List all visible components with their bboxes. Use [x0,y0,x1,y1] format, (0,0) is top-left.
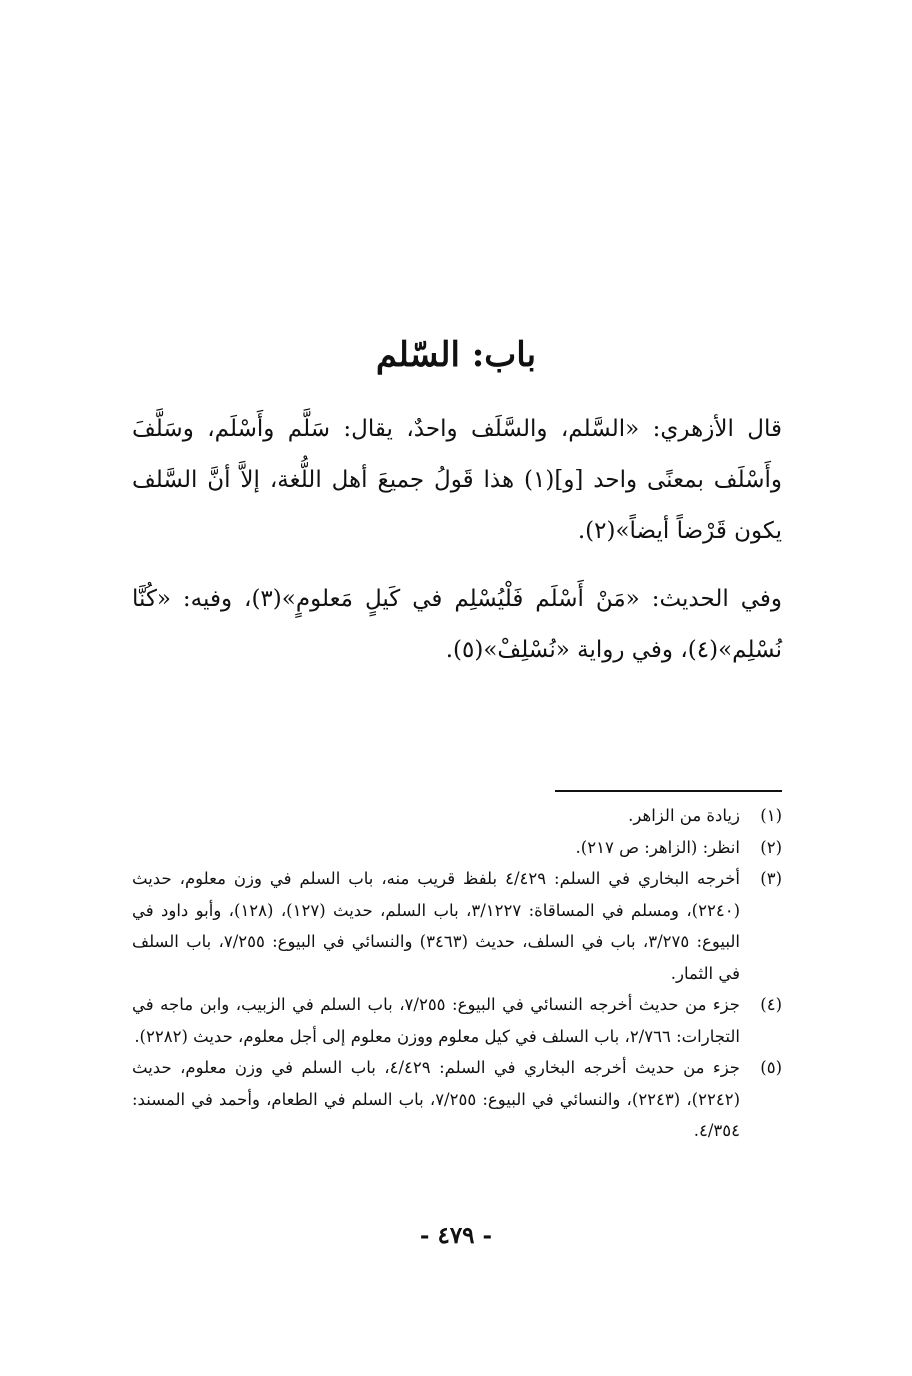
footnote-number: (٢) [760,837,782,857]
body-paragraph-azhari: قال الأزهري: «السَّلم، والسَّلَف واحدٌ، يقال: سَلَّم وأَسْلَم، وسَلَّفَ وأَسْلَف بمعنًى واحد [و](١) هذا قَولُ جميعَ أهل اللُّغة، إلاَّ أنَّ السَّلف يكون قَرْضاً أيضاً»(٢). [132,416,782,544]
footnote-number: (١) [760,806,782,825]
footnote-text: جزء من حديث أخرجه البخاري في السلم: ٤/٤٢٩، باب السلم في وزن معلوم، حديث (٢٢٤٢)، (٢٢٤٣)، والنسائي في البيوع: ٧/٢٥٥، باب السلم في الطعام، وأحمد في المسند: ٤/٣٥٤. [132,1058,740,1140]
footnote-text: زيادة من الزاهر. [628,806,740,825]
footnote-separator [555,790,782,792]
footnotes-list [132,800,782,1147]
footnote-text: أخرجه البخاري في السلم: ٤/٤٢٩ بلفظ قريب منه، باب السلم في وزن معلوم، حديث (٢٢٤٠)، ومسلم في المساقاة: ٣/١٢٢٧، باب السلم، حديث (١٢٧)، (١٢٨)، وأبو داود في البيوع: ٣/٢٧٥، باب في السلف، حديث (٣٤٦٣) والنسائي في البيوع: ٧/٢٥٥، باب السلف في الثمار. [132,869,740,983]
footnote-number: (٥) [760,1058,782,1077]
footnote-text: جزء من حديث أخرجه النسائي في البيوع: ٧/٢٥٥، باب السلم في الزبيب، وابن ماجه في التجارات: ٢/٧٦٦، باب السلف في كيل معلوم ووزن معلوم إلى أجل معلوم، حديث (٢٢٨٢). [132,995,740,1046]
page-number: - ٤٧٩ - [419,1222,493,1249]
chapter-title: باب: السّلم [375,334,537,375]
body-paragraph-hadith: وفي الحديث: «مَنْ أَسْلَم فَلْيُسْلِم في كَيلٍ مَعلومٍ»(٣)، وفيه: «كُنَّا نُسْلِم»(٤)، وفي رواية «نُسْلِفْ»(٥). [132,586,782,663]
footnote-item [132,832,782,864]
footnote-text: انظر: (الزاهر: ص ٢١٧). [575,837,740,857]
footnote-item [132,863,782,989]
footnote-number: (٣) [760,869,782,888]
footnote-item [132,989,782,1052]
footnote-number: (٤) [760,995,782,1014]
footnote-item [132,1052,782,1147]
footnote-item [132,800,782,832]
